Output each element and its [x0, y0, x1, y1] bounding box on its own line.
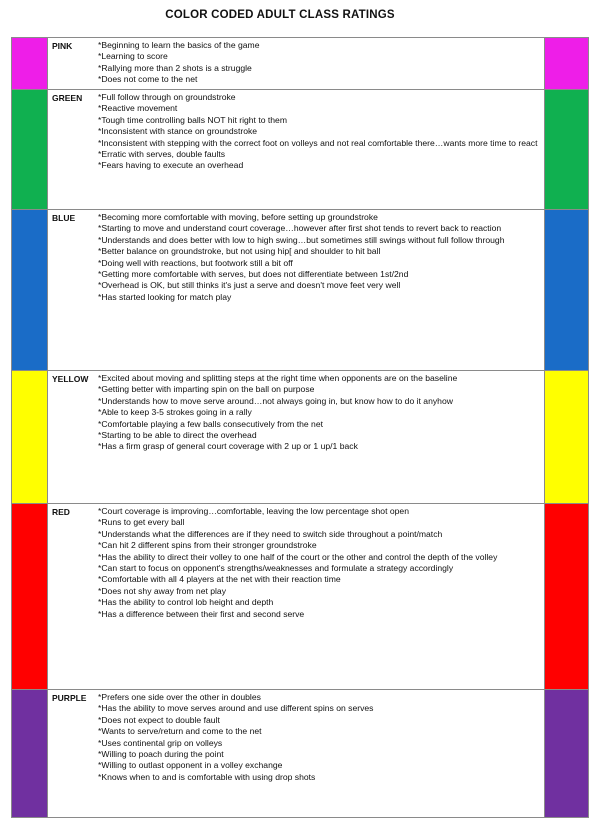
skill-item: *Has the ability to control lob height and depth: [98, 597, 274, 608]
skill-item: *Excited about moving and splitting steps at the right time when opponents are on the baseline: [98, 373, 458, 383]
skill-item: *Comfortable playing a few balls consecutively from the net: [98, 418, 323, 429]
skill-item: *Can hit 2 different spins from their stronger groundstroke: [98, 540, 317, 551]
rating-name: RED: [52, 507, 70, 517]
skill-list: [98, 373, 538, 453]
color-swatch-right: [544, 504, 588, 689]
skill-item: *Does not come to the net: [98, 74, 198, 85]
skill-item: *Able to keep 3-5 strokes going in a rally: [98, 407, 252, 418]
skill-item: *Getting better with imparting spin on the ball on purpose: [98, 384, 315, 395]
skill-item: *Understands what the differences are if they need to switch side throughout a point/match: [98, 528, 443, 539]
rating-row-green: [12, 90, 588, 210]
rating-name: YELLOW: [52, 374, 89, 384]
rating-row-red: [12, 504, 588, 690]
rating-name: GREEN: [52, 93, 83, 103]
skill-item: *Willing to outlast opponent in a volley exchange: [98, 760, 283, 771]
color-swatch-right: [544, 90, 588, 209]
skill-item: *Has the ability to direct their volley to one half of the court or the other and control the depth of the volley: [98, 551, 498, 562]
skill-item: *Doing well with reactions, but footwork still a bit off: [98, 257, 293, 268]
skill-item: *Understands and does better with low to high swing…but sometimes still swings without full follow through: [98, 234, 505, 245]
skill-item: *Runs to get every ball: [98, 517, 185, 528]
skill-item: *Reactive movement: [98, 103, 178, 114]
color-swatch-right: [544, 38, 588, 89]
skill-item: *Overhead is OK, but still thinks it's just a serve and doesn't move feet very well: [98, 280, 401, 291]
skill-item: *Starting to be able to direct the overhead: [98, 430, 257, 441]
rating-row-pink: [12, 38, 588, 90]
skill-item: *Can start to focus on opponent's strengths/weaknesses and formulate a strategy accordingly: [98, 563, 454, 574]
skill-item: *Inconsistent with stepping with the correct foot on volleys and not real comfortable there…wants more time to react: [98, 137, 538, 148]
skill-item: *Knows when to and is comfortable with using drop shots: [98, 771, 316, 782]
skill-item: *Prefers one side over the other in doubles: [98, 692, 261, 702]
skill-item: *Getting more comfortable with serves, but does not differentiate between 1st/2nd: [98, 269, 409, 280]
skill-item: *Beginning to learn the basics of the game: [98, 40, 260, 50]
skill-item: *Wants to serve/return and come to the net: [98, 726, 262, 737]
color-swatch-left: [12, 210, 48, 370]
skill-item: *Becoming more comfortable with moving, before setting up groundstroke: [98, 212, 378, 222]
skill-item: *Erratic with serves, double faults: [98, 149, 226, 160]
skill-list: [98, 692, 538, 783]
page-title: COLOR CODED ADULT CLASS RATINGS: [165, 9, 395, 21]
color-swatch-left: [12, 690, 48, 817]
rating-name: PINK: [52, 41, 73, 51]
ratings-table: [11, 37, 589, 818]
skill-item: *Understands how to move serve around…not always going in, but know how to do it anyhow: [98, 395, 453, 406]
color-swatch-right: [544, 210, 588, 370]
rating-row-yellow: [12, 371, 588, 504]
color-swatch-left: [12, 504, 48, 689]
skill-item: *Tough time controlling balls NOT hit right to them: [98, 114, 287, 125]
skill-item: *Rallying more than 2 shots is a struggle: [98, 62, 252, 73]
color-swatch-left: [12, 90, 48, 209]
skill-list: [98, 506, 538, 620]
rating-row-purple: [12, 690, 588, 817]
color-swatch-left: [12, 371, 48, 503]
skill-item: *Inconsistent with stance on groundstroke: [98, 126, 258, 137]
color-swatch-right: [544, 371, 588, 503]
skill-item: *Has the ability to move serves around and use different spins on serves: [98, 703, 374, 714]
skill-list: [98, 40, 538, 86]
skill-item: *Full follow through on groundstroke: [98, 92, 236, 102]
rating-row-blue: [12, 210, 588, 371]
skill-item: *Does not expect to double fault: [98, 714, 220, 725]
skill-list: [98, 212, 538, 303]
skill-item: *Uses continental grip on volleys: [98, 737, 223, 748]
skill-item: *Willing to poach during the point: [98, 749, 224, 760]
color-swatch-left: [12, 38, 48, 89]
skill-item: *Has a difference between their first and second serve: [98, 608, 305, 619]
skill-item: *Starting to move and understand court coverage…however after first shot tends to revert back to reaction: [98, 223, 502, 234]
skill-item: *Fears having to execute an overhead: [98, 160, 244, 171]
skill-item: *Has a firm grasp of general court coverage with 2 up or 1 up/1 back: [98, 441, 358, 452]
rating-name: BLUE: [52, 213, 76, 223]
skill-item: *Better balance on groundstroke, but not using hip[ and shoulder to hit ball: [98, 246, 381, 257]
color-swatch-right: [544, 690, 588, 817]
skill-item: *Does not shy away from net play: [98, 585, 227, 596]
skill-list: [98, 92, 538, 172]
skill-item: *Learning to score: [98, 51, 168, 62]
skill-item: *Comfortable with all 4 players at the net with their reaction time: [98, 574, 341, 585]
rating-name: PURPLE: [52, 693, 87, 703]
skill-item: *Has started looking for match play: [98, 291, 232, 302]
skill-item: *Court coverage is improving…comfortable, leaving the low percentage shot open: [98, 506, 409, 516]
